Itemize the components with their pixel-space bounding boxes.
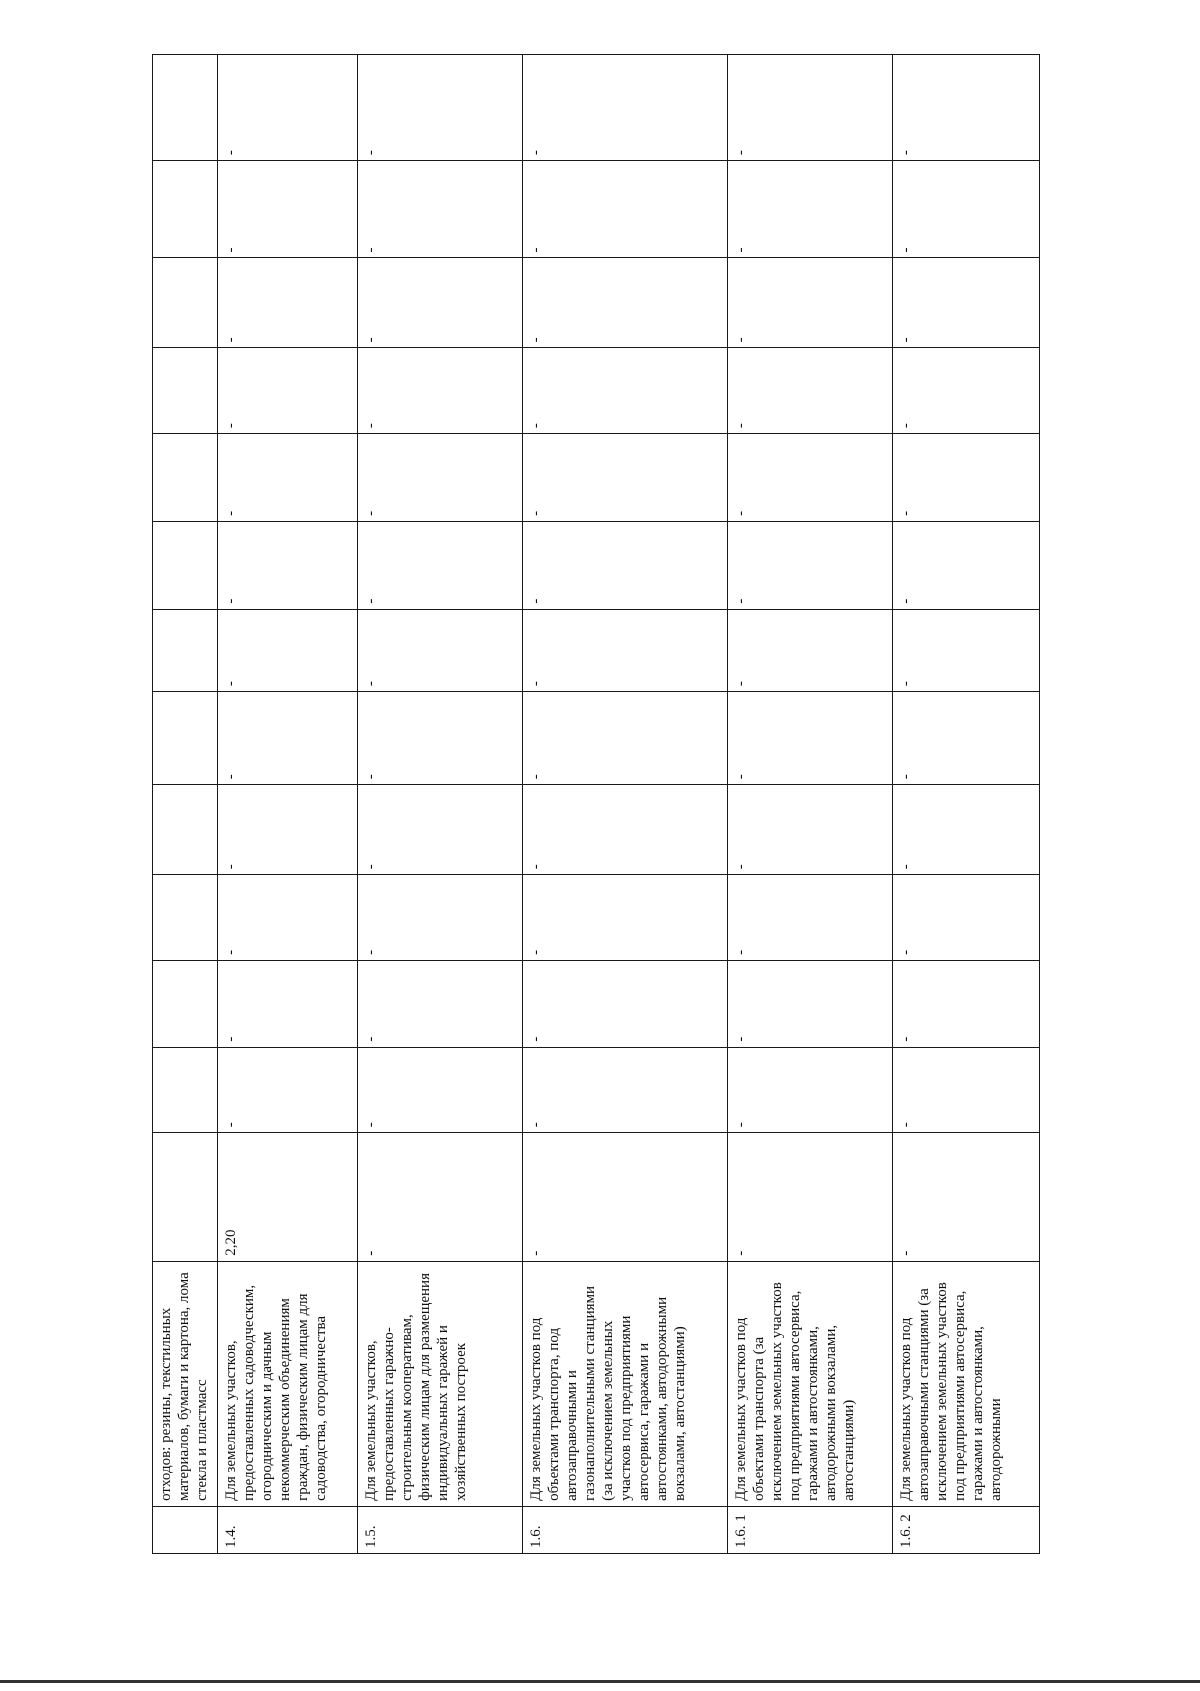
rate-cell: - bbox=[728, 960, 893, 1047]
rate-cell bbox=[153, 161, 218, 258]
rate-cell: - bbox=[218, 521, 358, 609]
rate-cell: - bbox=[893, 521, 1040, 609]
rate-cell: - bbox=[358, 161, 523, 258]
rate-cell: - bbox=[523, 960, 728, 1047]
rate-cell: - bbox=[523, 161, 728, 258]
rate-cell bbox=[153, 692, 218, 785]
rate-cell: - bbox=[728, 258, 893, 348]
table-row bbox=[893, 55, 1040, 1554]
rate-cell: - bbox=[218, 875, 358, 961]
rate-cell: - bbox=[523, 609, 728, 691]
rate-cell bbox=[153, 55, 218, 161]
rate-value: - bbox=[523, 1133, 728, 1261]
row-description: Для земельных участков, предоставленных гаражно-строительным кооперативам, физическим лицам для размещения индивидуальных гаражей и хозяйственных построек bbox=[358, 1261, 523, 1506]
rate-value: - bbox=[728, 1133, 893, 1261]
rotated-table-frame bbox=[152, 54, 1039, 1554]
rate-cell: - bbox=[218, 348, 358, 434]
rate-cell: - bbox=[218, 692, 358, 785]
row-description: Для земельных участков под автозаправочными станциями (за исключением земельных участков под предприятиями автосервиса, гаражами и автостоянками, автодорожными bbox=[893, 1261, 1040, 1506]
rate-cell bbox=[153, 348, 218, 434]
rate-cell: - bbox=[728, 1047, 893, 1133]
rate-cell bbox=[153, 434, 218, 522]
rate-cell: - bbox=[893, 875, 1040, 961]
row-number: 1.6. 1 bbox=[728, 1506, 893, 1553]
rate-cell bbox=[153, 785, 218, 875]
rate-cell: - bbox=[358, 960, 523, 1047]
rate-cell: - bbox=[523, 348, 728, 434]
rate-cell: - bbox=[358, 521, 523, 609]
rate-cell: - bbox=[893, 258, 1040, 348]
rate-cell: - bbox=[523, 258, 728, 348]
row-number: 1.6. bbox=[523, 1506, 728, 1553]
rate-cell: - bbox=[218, 258, 358, 348]
row-description: Для земельных участков под объектами транспорта, под автозаправочными и газонаполнительными станциями (за исключением земельных участков под предприятиями автосервиса, гаражами и автостоянками, автодорожными вокзалами, автостанциями) bbox=[523, 1261, 728, 1506]
rate-cell: - bbox=[728, 521, 893, 609]
rate-cell: - bbox=[218, 609, 358, 691]
rate-cell: - bbox=[358, 434, 523, 522]
rate-cell: - bbox=[358, 348, 523, 434]
rate-cell: - bbox=[893, 434, 1040, 522]
rate-cell: - bbox=[893, 692, 1040, 785]
rate-cell: - bbox=[523, 875, 728, 961]
rate-cell bbox=[153, 1047, 218, 1133]
rate-cell: - bbox=[358, 875, 523, 961]
tariff-table bbox=[152, 54, 1040, 1554]
rate-value bbox=[153, 1133, 218, 1261]
rate-cell: - bbox=[218, 434, 358, 522]
rate-cell: - bbox=[358, 55, 523, 161]
rate-cell: - bbox=[358, 609, 523, 691]
rate-cell: - bbox=[893, 785, 1040, 875]
rate-cell: - bbox=[218, 785, 358, 875]
table-row bbox=[523, 55, 728, 1554]
rate-cell: - bbox=[523, 55, 728, 161]
rate-cell: - bbox=[893, 609, 1040, 691]
rate-cell: - bbox=[893, 55, 1040, 161]
rate-cell bbox=[153, 521, 218, 609]
rate-cell: - bbox=[893, 1047, 1040, 1133]
rate-cell: - bbox=[218, 55, 358, 161]
rate-cell: - bbox=[218, 960, 358, 1047]
rate-cell: - bbox=[523, 1047, 728, 1133]
table-row bbox=[358, 55, 523, 1554]
rate-cell: - bbox=[218, 1047, 358, 1133]
rate-cell: - bbox=[728, 875, 893, 961]
rate-cell: - bbox=[218, 161, 358, 258]
table-row bbox=[218, 55, 358, 1554]
rate-value: 2,20 bbox=[218, 1133, 358, 1261]
rate-cell: - bbox=[358, 692, 523, 785]
rate-value: - bbox=[893, 1133, 1040, 1261]
row-number bbox=[153, 1506, 218, 1553]
row-number: 1.5. bbox=[358, 1506, 523, 1553]
rate-cell bbox=[153, 609, 218, 691]
rate-cell: - bbox=[893, 960, 1040, 1047]
rate-cell: - bbox=[728, 434, 893, 522]
rate-cell bbox=[153, 258, 218, 348]
rate-cell: - bbox=[728, 692, 893, 785]
rate-cell: - bbox=[523, 521, 728, 609]
rate-cell: - bbox=[523, 692, 728, 785]
row-description: отходов: резины, текстильных материалов, бумаги и картона, лома стекла и пластмасс bbox=[153, 1261, 218, 1506]
row-description: Для земельных участков под объектами транспорта (за исключением земельных участков под предприятиями автосервиса, гаражами и автостоянками, автодорожными вокзалами, автостанциями) bbox=[728, 1261, 893, 1506]
row-description: Для земельных участков, предоставленных садоводческим, огородническим и дачным некоммерческим объединениям граждан, физическим лицам для садоводства, огородничества bbox=[218, 1261, 358, 1506]
rate-cell: - bbox=[728, 348, 893, 434]
row-number: 1.4. bbox=[218, 1506, 358, 1553]
rate-cell: - bbox=[728, 161, 893, 258]
rate-cell: - bbox=[728, 55, 893, 161]
rate-cell: - bbox=[893, 348, 1040, 434]
row-number: 1.6. 2 bbox=[893, 1506, 1040, 1553]
rate-cell: - bbox=[358, 1047, 523, 1133]
rate-value: - bbox=[358, 1133, 523, 1261]
rate-cell bbox=[153, 875, 218, 961]
rate-cell: - bbox=[523, 785, 728, 875]
rate-cell: - bbox=[523, 434, 728, 522]
rate-cell bbox=[153, 960, 218, 1047]
rate-cell: - bbox=[728, 609, 893, 691]
rate-cell: - bbox=[358, 258, 523, 348]
page-bottom-rule bbox=[0, 1680, 1200, 1683]
table-row bbox=[728, 55, 893, 1554]
table-row bbox=[153, 55, 218, 1554]
rate-cell: - bbox=[893, 161, 1040, 258]
rate-cell: - bbox=[728, 785, 893, 875]
rate-cell: - bbox=[358, 785, 523, 875]
